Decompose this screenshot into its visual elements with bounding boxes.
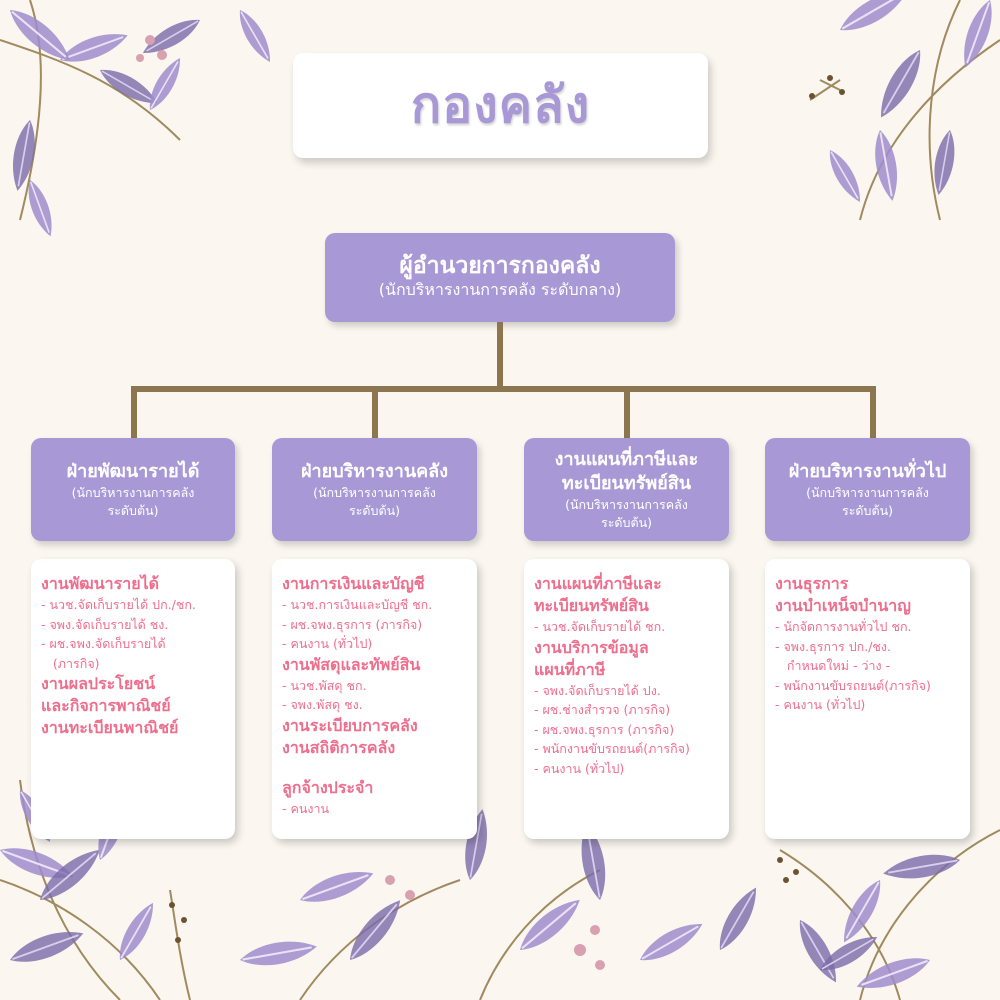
connector-trunk	[497, 322, 503, 390]
dept-card-finance	[272, 559, 477, 839]
position-item: - นักจัดการงานทั่วไป ชก.	[775, 619, 912, 634]
position-item: - จพง.จัดเก็บรายได้ ปง.	[534, 682, 661, 698]
position-item: - คนงาน (ทั่วไป)	[775, 697, 866, 712]
position-item: - นวช.จัดเก็บรายได้ ชก.	[534, 619, 666, 634]
connector-drop-3	[624, 386, 630, 438]
dept-title: ฝ่ายบริหารงานทั่วไป	[788, 460, 947, 482]
section-heading: งานบำเหน็จบำนาญ	[775, 596, 911, 615]
line-spacer	[282, 759, 469, 777]
position-item: - พนักงานขับรถยนต์(ภารกิจ)	[534, 741, 690, 756]
dept-box-finance	[272, 438, 477, 541]
dept-title: ฝ่ายบริหารงานคลัง	[301, 460, 448, 482]
dept-card-revenue	[31, 559, 235, 839]
position-item: - นวช.การเงินและบัญชี ชก.	[282, 597, 433, 612]
position-item: - คนงาน (ทั่วไป)	[282, 636, 373, 651]
position-item: กำหนดใหม่ - ว่าง -	[775, 658, 891, 673]
dept-card-taxmap	[524, 559, 729, 839]
dept-card-general	[765, 559, 970, 839]
position-item: - คนงาน	[282, 800, 330, 816]
director-subtitle: (นักบริหารงานการคลัง ระดับกลาง)	[378, 280, 622, 299]
page-title: กองคลัง	[410, 76, 591, 134]
section-heading: แผนที่ภาษี	[534, 659, 606, 679]
dept-subtitle: (นักบริหารงานการคลัง ระดับต้น)	[313, 484, 436, 518]
connector-drop-4	[870, 386, 876, 438]
dept-subtitle: (นักบริหารงานการคลัง ระดับต้น)	[565, 496, 688, 530]
dept-box-taxmap	[524, 438, 729, 541]
section-heading: ทะเบียนทรัพย์สิน	[534, 596, 649, 615]
position-item: - จพง.ธุรการ ปก./ชง.	[775, 638, 891, 654]
connector-horizontal	[131, 386, 876, 392]
position-item: - ผช.จพง.ธุรการ (ภารกิจ)	[282, 616, 423, 632]
position-item: (ภารกิจ)	[41, 655, 100, 671]
dept-title: ฝ่ายพัฒนารายได้	[66, 460, 200, 482]
title-box	[293, 53, 708, 158]
position-item: - จพง.พัสดุ ชง.	[282, 697, 363, 712]
section-heading: งานสถิติการคลัง	[282, 737, 396, 757]
dept-box-revenue	[31, 438, 235, 541]
section-heading: งานผลประโยชน์	[41, 674, 156, 693]
dept-subtitle: (นักบริหารงานการคลัง ระดับต้น)	[806, 484, 929, 518]
section-heading: งานพัสดุและทัพย์สิน	[282, 654, 421, 674]
position-item: - นวช.จัดเก็บรายได้ ปก./ชก.	[41, 597, 196, 612]
section-heading: และกิจการพาณิชย์	[41, 696, 171, 715]
director-title: ผู้อำนวยการกองคลัง	[399, 253, 601, 279]
position-item: - จพง.จัดเก็บรายได้ ชง.	[41, 616, 169, 632]
position-item: - ผช.จพง.จัดเก็บรายได้	[41, 636, 166, 651]
section-heading: งานบริการข้อมูล	[534, 637, 649, 657]
section-heading: งานธุรการ	[775, 574, 849, 593]
position-item: - พนักงานขับรถยนต์(ภารกิจ)	[775, 677, 931, 693]
position-item: - นวช.พัสดุ ชก.	[282, 677, 367, 693]
dept-box-general	[765, 438, 970, 541]
connector-drop-2	[372, 386, 378, 438]
section-heading: งานระเบียบการคลัง	[282, 715, 418, 735]
connector-drop-1	[131, 386, 137, 438]
section-heading: งานทะเบียนพาณิชย์	[41, 718, 179, 737]
dept-title: งานแผนที่ภาษีและ ทะเบียนทรัพย์สิน	[554, 448, 699, 494]
position-item: - ผช.จพง.ธุรการ (ภารกิจ)	[534, 721, 675, 737]
director-box	[325, 233, 675, 322]
section-heading: ลูกจ้างประจำ	[282, 777, 374, 797]
section-heading: งานแผนที่ภาษีและ	[534, 574, 662, 593]
dept-subtitle: (นักบริหารงานการคลัง ระดับต้น)	[71, 484, 195, 518]
position-item: - คนงาน (ทั่วไป)	[534, 760, 625, 776]
section-heading: งานการเงินและบัญชี	[282, 574, 425, 593]
section-heading: งานพัฒนารายได้	[41, 574, 160, 593]
position-item: - ผช.ช่างสำรวจ (ภารกิจ)	[534, 702, 671, 717]
